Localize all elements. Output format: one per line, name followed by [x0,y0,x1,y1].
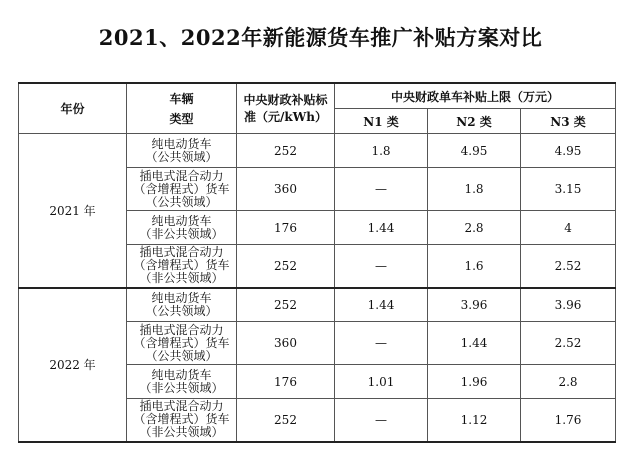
n1-cell: — [335,322,428,365]
n1-cell: — [335,168,428,211]
n3-cell: 3.15 [521,168,616,211]
n3-cell: 4.95 [521,134,616,168]
header-year: 年份 [19,83,127,134]
n1-cell: 1.44 [335,288,428,322]
n2-cell: 4.95 [428,134,521,168]
year-cell: 2022 年 [19,288,127,442]
standard-cell: 360 [237,322,335,365]
standard-cell: 252 [237,399,335,442]
header-n1: N1 类 [335,109,428,134]
table-row [19,288,616,322]
standard-cell: 176 [237,365,335,399]
vehicle-type-cell: 插电式混合动力 （含增程式）货车 （非公共领域） [127,399,237,442]
n2-cell: 2.8 [428,211,521,245]
n2-cell: 1.6 [428,245,521,288]
n3-cell: 2.52 [521,322,616,365]
standard-cell: 252 [237,134,335,168]
n3-cell: 1.76 [521,399,616,442]
header-cap: 中央财政单车补贴上限（万元） [335,83,616,109]
vehicle-type-cell: 纯电动货车 （非公共领域） [127,365,237,399]
n1-cell: — [335,399,428,442]
n3-cell: 4 [521,211,616,245]
header-n2: N2 类 [428,109,521,134]
standard-cell: 176 [237,211,335,245]
n1-cell: — [335,245,428,288]
n3-cell: 2.8 [521,365,616,399]
n2-cell: 1.96 [428,365,521,399]
table-body [19,134,616,442]
n2-cell: 1.8 [428,168,521,211]
vehicle-type-cell: 纯电动货车 （非公共领域） [127,211,237,245]
subsidy-comparison-table [18,82,616,443]
vehicle-type-cell: 插电式混合动力 （含增程式）货车 （公共领域） [127,322,237,365]
vehicle-type-cell: 插电式混合动力 （含增程式）货车 （公共领域） [127,168,237,211]
n2-cell: 1.44 [428,322,521,365]
header-vehicle-type: 车辆 类型 [127,83,237,134]
vehicle-type-cell: 纯电动货车 （公共领域） [127,134,237,168]
n1-cell: 1.44 [335,211,428,245]
header-standard: 中央财政补贴标 准（元/kWh） [237,83,335,134]
standard-cell: 360 [237,168,335,211]
table-row [19,134,616,168]
vehicle-type-cell: 纯电动货车 （公共领域） [127,288,237,322]
n1-cell: 1.8 [335,134,428,168]
year-cell: 2021 年 [19,134,127,288]
standard-cell: 252 [237,245,335,288]
header-n3: N3 类 [521,109,616,134]
n3-cell: 2.52 [521,245,616,288]
n3-cell: 3.96 [521,288,616,322]
document-title: 2021、2022年新能源货车推广补贴方案对比 [98,25,543,50]
vehicle-type-cell: 插电式混合动力 （含增程式）货车 （非公共领域） [127,245,237,288]
n2-cell: 1.12 [428,399,521,442]
n2-cell: 3.96 [428,288,521,322]
standard-cell: 252 [237,288,335,322]
n1-cell: 1.01 [335,365,428,399]
